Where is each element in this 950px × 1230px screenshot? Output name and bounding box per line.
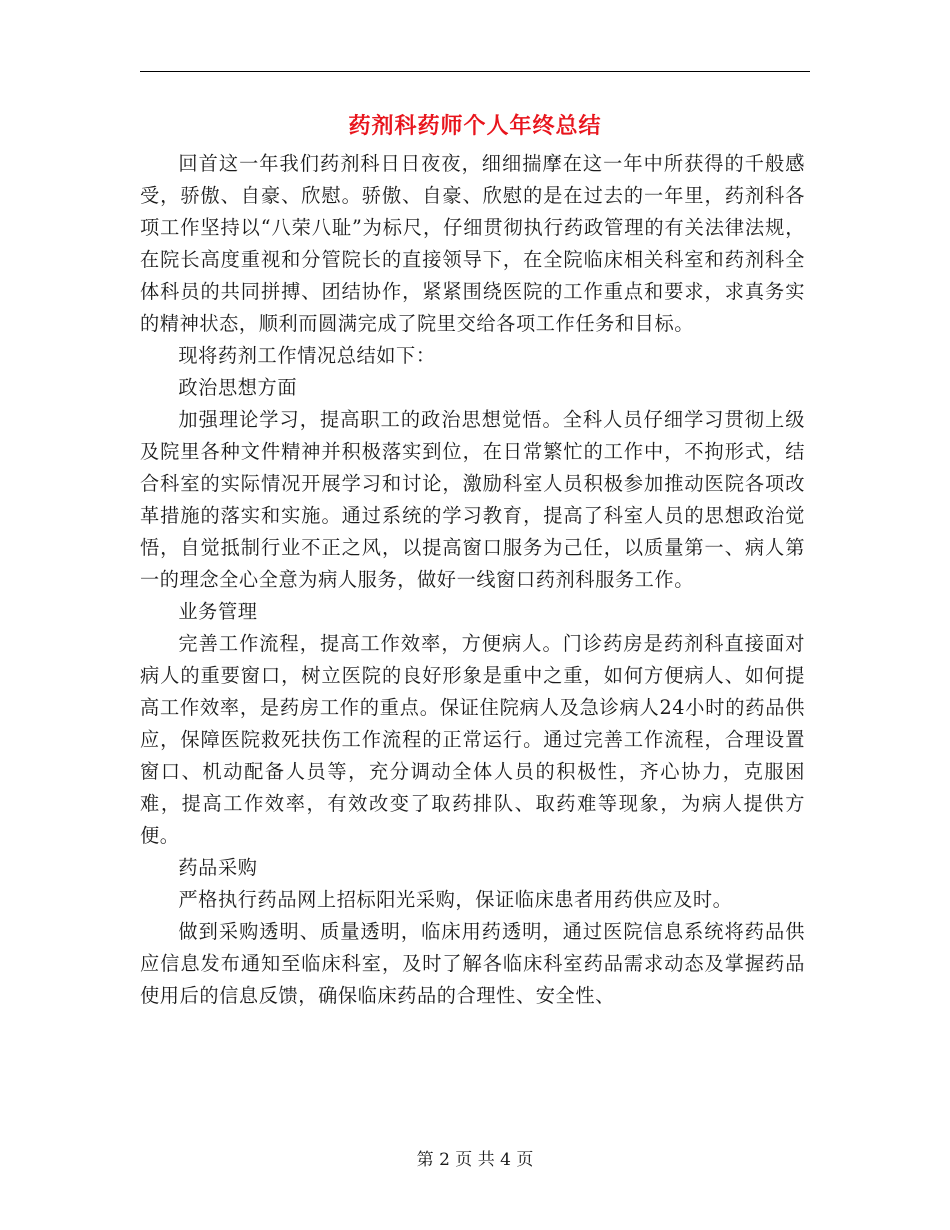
section-heading-politics: 政治思想方面 (178, 376, 298, 399)
paragraph-business: 完善工作流程，提高工作效率，方便病人。门诊药房是药剂科直接面对病人的重要窗口，树立医院的良好形象是重中之重，如何方便病人、如何提高工作效率，是药房工作的重点。保证住院病人及急诊病人24小时的药品供应，保障医院救死扶伤工作流程的正常运行。通过完善工作流程，合理设置窗口、机动配备人员等，充分调动全体人员的积极性，齐心协力，克服困难，提高工作效率，有效改变了取药排队、取药难等现象，为病人提供方便。 (140, 632, 805, 847)
page-number-footer: 第 2 页 共 4 页 (416, 1150, 534, 1170)
header-rule (140, 71, 810, 72)
paragraph-procurement-1: 严格执行药品网上招标阳光采购，保证临床患者用药供应及时。 (178, 888, 733, 911)
document-body (140, 148, 805, 1012)
paragraph-politics: 加强理论学习，提高职工的政治思想觉悟。全科人员仔细学习贯彻上级及院里各种文件精神并积极落实到位，在日常繁忙的工作中，不拘形式，结合科室的实际情况开展学习和讨论，激励科室人员积极参加推动医院各项改革措施的落实和实施。通过系统的学习教育，提高了科室人员的思想政治觉悟，自觉抵制行业不正之风，以提高窗口服务为己任，以质量第一、病人第一的理念全心全意为病人服务，做好一线窗口药剂科服务工作。 (140, 408, 805, 591)
document-title: 药剂科药师个人年终总结 (348, 113, 602, 139)
paragraph-procurement-2: 做到采购透明、质量透明，临床用药透明，通过医院信息系统将药品供应信息发布通知至临床科室，及时了解各临床科室药品需求动态及掌握药品使用后的信息反馈，确保临床药品的合理性、安全性、 (140, 920, 805, 1007)
section-heading-procurement: 药品采购 (178, 856, 258, 879)
section-heading-business: 业务管理 (178, 600, 258, 623)
paragraph-intro: 回首这一年我们药剂科日日夜夜，细细揣摩在这一年中所获得的千般感受，骄傲、自豪、欣慰。骄傲、自豪、欣慰的是在过去的一年里，药剂科各项工作坚持以“八荣八耻”为标尺，仔细贯彻执行药政管理的有关法律法规，在院长高度重视和分管院长的直接领导下，在全院临床相关科室和药剂科全体科员的共同拼搏、团结协作，紧紧围绕医院的工作重点和要求，求真务实的精神状态，顺利而圆满完成了院里交给各项工作任务和目标。 (140, 152, 805, 335)
paragraph-summary-lead: 现将药剂工作情况总结如下： (178, 344, 436, 367)
